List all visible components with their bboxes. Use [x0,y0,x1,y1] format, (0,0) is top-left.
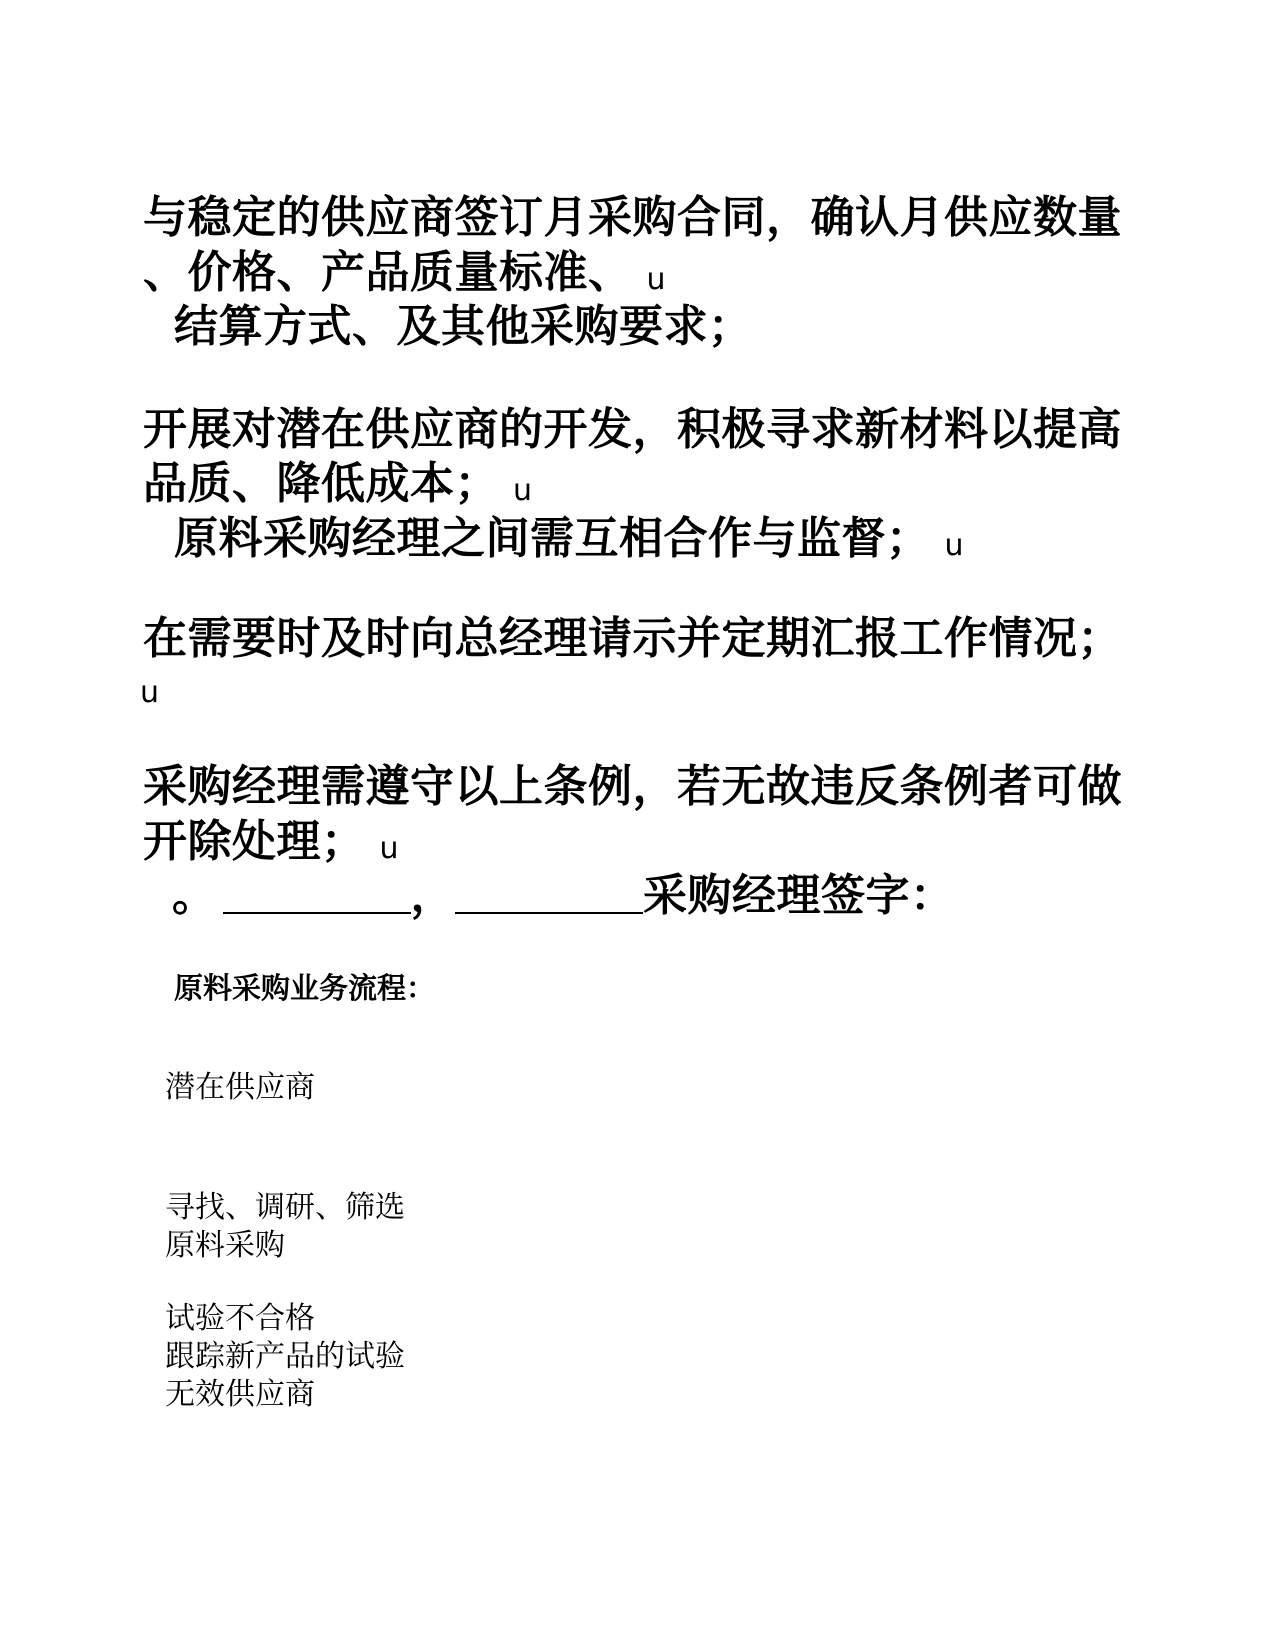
list-marker: u [646,262,667,297]
flow-item-raw-material-purchase: 原料采购 [165,1228,285,1263]
flow-item-search-research-screen: 寻找、调研、筛选 [165,1190,405,1225]
duty-2-line-1: 开展对潜在供应商的开发，积极寻求新材料以提高 [143,404,1122,455]
list-marker: u [379,831,400,866]
flow-item-track-new-product-test: 跟踪新产品的试验 [165,1339,405,1374]
flow-item-invalid-supplier: 无效供应商 [165,1377,315,1412]
signature-blank-1 [223,878,411,914]
duty-4-line-1: 采购经理需遵守以上条例，若无故违反条例者可做 [143,761,1122,812]
duty-2-line-3 [174,513,965,564]
flow-heading: 原料采购业务流程： [174,971,436,1005]
duty-4-line-2 [143,816,400,867]
duty-2-line-2-text: 品质、降低成本； [143,458,499,509]
list-marker: u [140,675,160,710]
signature-label: 采购经理签字： [643,870,955,921]
duty-2-line-3-text: 原料采购经理之间需互相合作与监督； [174,513,931,564]
duty-1-line-2-text: 、价格、产品质量标准、 [143,247,633,298]
duty-2-line-2 [143,458,533,509]
flow-item-potential-supplier: 潜在供应商 [165,1070,315,1105]
duty-1-line-2 [143,247,667,298]
signature-blank-2 [455,878,643,914]
duty-1-line-3: 结算方式、及其他采购要求； [174,301,753,352]
list-marker: u [513,473,533,508]
list-marker: u [944,528,965,563]
duty-3-line-1: 在需要时及时向总经理请示并定期汇报工作情况； [143,613,1122,664]
signature-comma: ， [410,870,455,921]
duty-1-line-1: 与稳定的供应商签订月采购合同，确认月供应数量 [143,192,1122,243]
signature-dot: 。 [172,870,217,921]
duty-4-line-2-text: 开除处理； [143,816,366,867]
flow-item-test-failed: 试验不合格 [165,1301,315,1336]
signature-line [172,870,955,921]
